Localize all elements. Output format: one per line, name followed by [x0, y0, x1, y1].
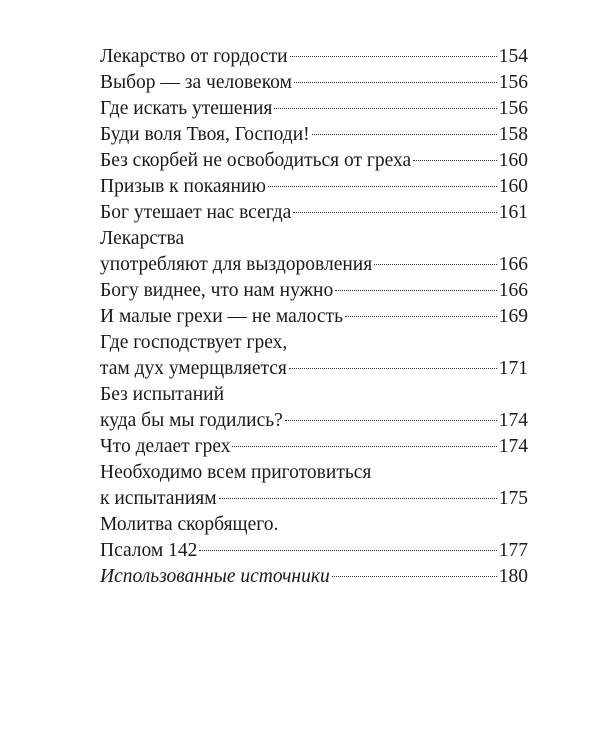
toc-entry-row [100, 70, 528, 96]
toc-entry [100, 70, 528, 96]
toc-entry-title: к испытаниям [100, 488, 217, 509]
toc-entry [100, 96, 528, 122]
toc-entry [100, 460, 528, 512]
toc-entry-title: там дух умерщвляется [100, 358, 287, 379]
dot-leader [335, 290, 497, 291]
dot-leader [289, 368, 497, 369]
toc-entry-title: Псалом 142 [100, 540, 198, 561]
toc-entry-row [100, 408, 528, 434]
toc-entry-title: Призыв к покаянию [100, 176, 266, 197]
dot-leader [332, 576, 497, 577]
toc-entry-title: Выбор — за человеком [100, 72, 292, 93]
toc-entry [100, 278, 528, 304]
toc-entry-page-number: 166 [498, 280, 528, 301]
dot-leader [290, 56, 497, 57]
toc-entry-row [100, 200, 528, 226]
dot-leader [219, 498, 497, 499]
toc-entry-title: Где искать утешения [100, 98, 273, 119]
dot-leader [274, 108, 496, 109]
toc-entry-title: Использованные источники [100, 566, 330, 587]
dot-leader [268, 186, 497, 187]
toc-entry-row [100, 278, 528, 304]
toc-entry-page-number: 154 [498, 46, 528, 67]
toc-entry-title: Без скорбей не освободиться от греха [100, 150, 412, 171]
toc-entry-page-number: 169 [498, 306, 528, 327]
toc-entry [100, 200, 528, 226]
dot-leader [345, 316, 497, 317]
dot-leader [199, 550, 496, 551]
dot-leader [294, 82, 497, 83]
toc-entry [100, 382, 528, 434]
toc-entry [100, 174, 528, 200]
toc-entry-page-number: 161 [498, 202, 528, 223]
toc-entry-row [100, 252, 528, 278]
dot-leader [285, 420, 497, 421]
toc-entry-page-number: 171 [498, 358, 528, 379]
toc-entry [100, 434, 528, 460]
toc-entry-row [100, 538, 528, 564]
toc-entry-page-number: 160 [498, 176, 528, 197]
toc-entry-row [100, 304, 528, 330]
toc-entry-title-line: Без испытаний [100, 384, 225, 405]
toc-entry-title-line: Лекарства [100, 228, 185, 249]
toc-entry-row [100, 174, 528, 200]
toc-entry [100, 44, 528, 70]
toc-entry-title: Богу виднее, что нам нужно [100, 280, 334, 301]
toc-entry [100, 512, 528, 564]
toc-entry-row [100, 434, 528, 460]
dot-leader [374, 264, 497, 265]
toc-entry-page-number: 180 [498, 566, 528, 587]
toc-entry-row [100, 148, 528, 174]
toc-entry-title: куда бы мы годились? [100, 410, 283, 431]
toc-entry-title-line: Необходимо всем приготовиться [100, 462, 372, 483]
toc-entry-page-number: 177 [498, 540, 528, 561]
toc-entry [100, 304, 528, 330]
toc-entry-page-number: 160 [498, 150, 528, 171]
toc-entry-title-line: Где господствует грех, [100, 332, 288, 353]
toc-entry [100, 330, 528, 382]
toc-entry-title: употребляют для выздоровления [100, 254, 373, 275]
toc-entry-title: Буди воля Твоя, Господи! [100, 124, 310, 145]
toc-entry-title: Что делает грех [100, 436, 231, 457]
toc-entry-row [100, 356, 528, 382]
toc-entry-page-number: 156 [498, 72, 528, 93]
toc-entry-row [100, 486, 528, 512]
dot-leader [293, 212, 496, 213]
toc-entry-row [100, 564, 528, 590]
dot-leader [232, 446, 496, 447]
dot-leader [413, 160, 497, 161]
toc-entry-page-number: 156 [498, 98, 528, 119]
toc-entry [100, 122, 528, 148]
toc-entry-page-number: 166 [498, 254, 528, 275]
toc-entry-title: И малые грехи — не малость [100, 306, 343, 327]
toc-entry-page-number: 175 [498, 488, 528, 509]
toc-entry-page-number: 174 [498, 410, 528, 431]
toc-entry-title: Бог утешает нас всегда [100, 202, 292, 223]
toc-entry-row [100, 96, 528, 122]
toc-entry-row [100, 122, 528, 148]
dot-leader [312, 134, 497, 135]
toc-entry-page-number: 174 [498, 436, 528, 457]
toc-entry-page-number: 158 [498, 124, 528, 145]
toc-entry-title: Лекарство от гордости [100, 46, 288, 67]
toc-entry [100, 564, 528, 590]
toc-entry-title-line: Молитва скорбящего. [100, 514, 279, 535]
toc-entry [100, 226, 528, 278]
toc-entry [100, 148, 528, 174]
table-of-contents [100, 44, 528, 590]
toc-entry-row [100, 44, 528, 70]
